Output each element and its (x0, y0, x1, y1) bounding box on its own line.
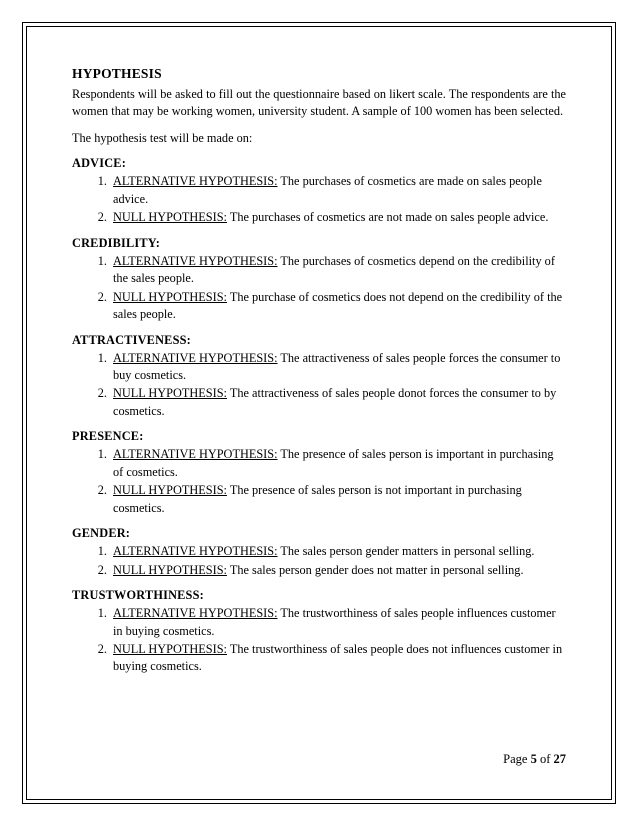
hypothesis-label: NULL HYPOTHESIS: (113, 289, 227, 304)
footer-prefix: Page (503, 752, 531, 766)
hypothesis-text: The attractiveness of sales people donot forces the consumer to by cosmetics. (113, 386, 557, 418)
list-item (110, 562, 566, 579)
page-footer (72, 752, 566, 767)
list-item (110, 605, 566, 640)
lead-in-paragraph: The hypothesis test will be made on: (72, 130, 253, 145)
list-item (110, 350, 566, 385)
list-item (110, 641, 566, 676)
hypothesis-text: The presence of sales person is not important in purchasing cosmetics. (113, 483, 522, 515)
hypothesis-list-advice (72, 173, 566, 226)
hypothesis-label: ALTERNATIVE HYPOTHESIS: (113, 447, 278, 462)
list-item (110, 482, 566, 517)
hypothesis-text: The purchases of cosmetics depend on the credibility of the sales people. (113, 253, 555, 286)
section-heading-presence: PRESENCE: (72, 429, 144, 444)
hypothesis-text: The trustworthiness of sales people influences customer in buying cosmetics. (113, 606, 556, 638)
section-heading-credibility: CREDIBILITY: (72, 235, 161, 250)
section-heading-gender: GENDER: (72, 526, 131, 541)
hypothesis-list-gender (72, 543, 566, 579)
list-item (110, 446, 566, 481)
hypothesis-list-presence (72, 446, 566, 517)
hypothesis-list-credibility (72, 253, 566, 324)
hypothesis-label: NULL HYPOTHESIS: (113, 483, 227, 498)
hypothesis-text: The sales person gender matters in personal selling. (277, 544, 535, 559)
hypothesis-text: The purchases of cosmetics are made on sales people advice. (113, 174, 542, 206)
hypothesis-text: The attractiveness of sales people forces the consumer to buy cosmetics. (113, 350, 561, 382)
intro-paragraph: Respondents will be asked to fill out the questionnaire based on likert scale. The respondents are the women that may be working women, university student. A sample of 100 women has been selected. (72, 87, 566, 119)
list-item (110, 253, 566, 288)
hypothesis-text: The purchase of cosmetics does not depend on the credibility of the sales people. (113, 289, 563, 322)
hypothesis-label: NULL HYPOTHESIS: (113, 210, 227, 225)
hypothesis-label: ALTERNATIVE HYPOTHESIS: (113, 350, 278, 365)
hypothesis-label: ALTERNATIVE HYPOTHESIS: (113, 174, 278, 189)
list-item (110, 173, 566, 208)
footer-page-number: 5 (530, 752, 537, 766)
section-heading-attractiveness: ATTRACTIVENESS: (72, 332, 191, 347)
section-heading-trustworthiness: TRUSTWORTHINESS: (72, 588, 204, 603)
hypothesis-text: The purchases of cosmetics are not made on sales people advice. (226, 210, 549, 225)
hypothesis-label: ALTERNATIVE HYPOTHESIS: (113, 606, 278, 621)
hypothesis-list-trustworthiness (72, 605, 566, 676)
list-item (110, 385, 566, 420)
footer-total-pages: 27 (553, 752, 566, 766)
hypothesis-text: The trustworthiness of sales people does not influences customer in buying cosmetics. (113, 641, 563, 674)
hypothesis-label: NULL HYPOTHESIS: (113, 386, 227, 401)
hypothesis-text: The sales person gender does not matter in personal selling. (226, 562, 524, 577)
list-item (110, 209, 566, 226)
section-heading-advice: ADVICE: (72, 156, 127, 171)
footer-middle: of (536, 752, 554, 766)
list-item (110, 543, 566, 560)
list-item (110, 289, 566, 324)
hypothesis-text: The presence of sales person is important in purchasing of cosmetics. (113, 447, 554, 479)
page-title: HYPOTHESIS (72, 66, 162, 81)
page-content (72, 66, 566, 680)
hypothesis-list-attractiveness (72, 350, 566, 421)
hypothesis-label: ALTERNATIVE HYPOTHESIS: (113, 253, 278, 268)
hypothesis-label: NULL HYPOTHESIS: (113, 562, 227, 577)
hypothesis-label: NULL HYPOTHESIS: (113, 641, 227, 656)
hypothesis-label: ALTERNATIVE HYPOTHESIS: (113, 544, 278, 559)
